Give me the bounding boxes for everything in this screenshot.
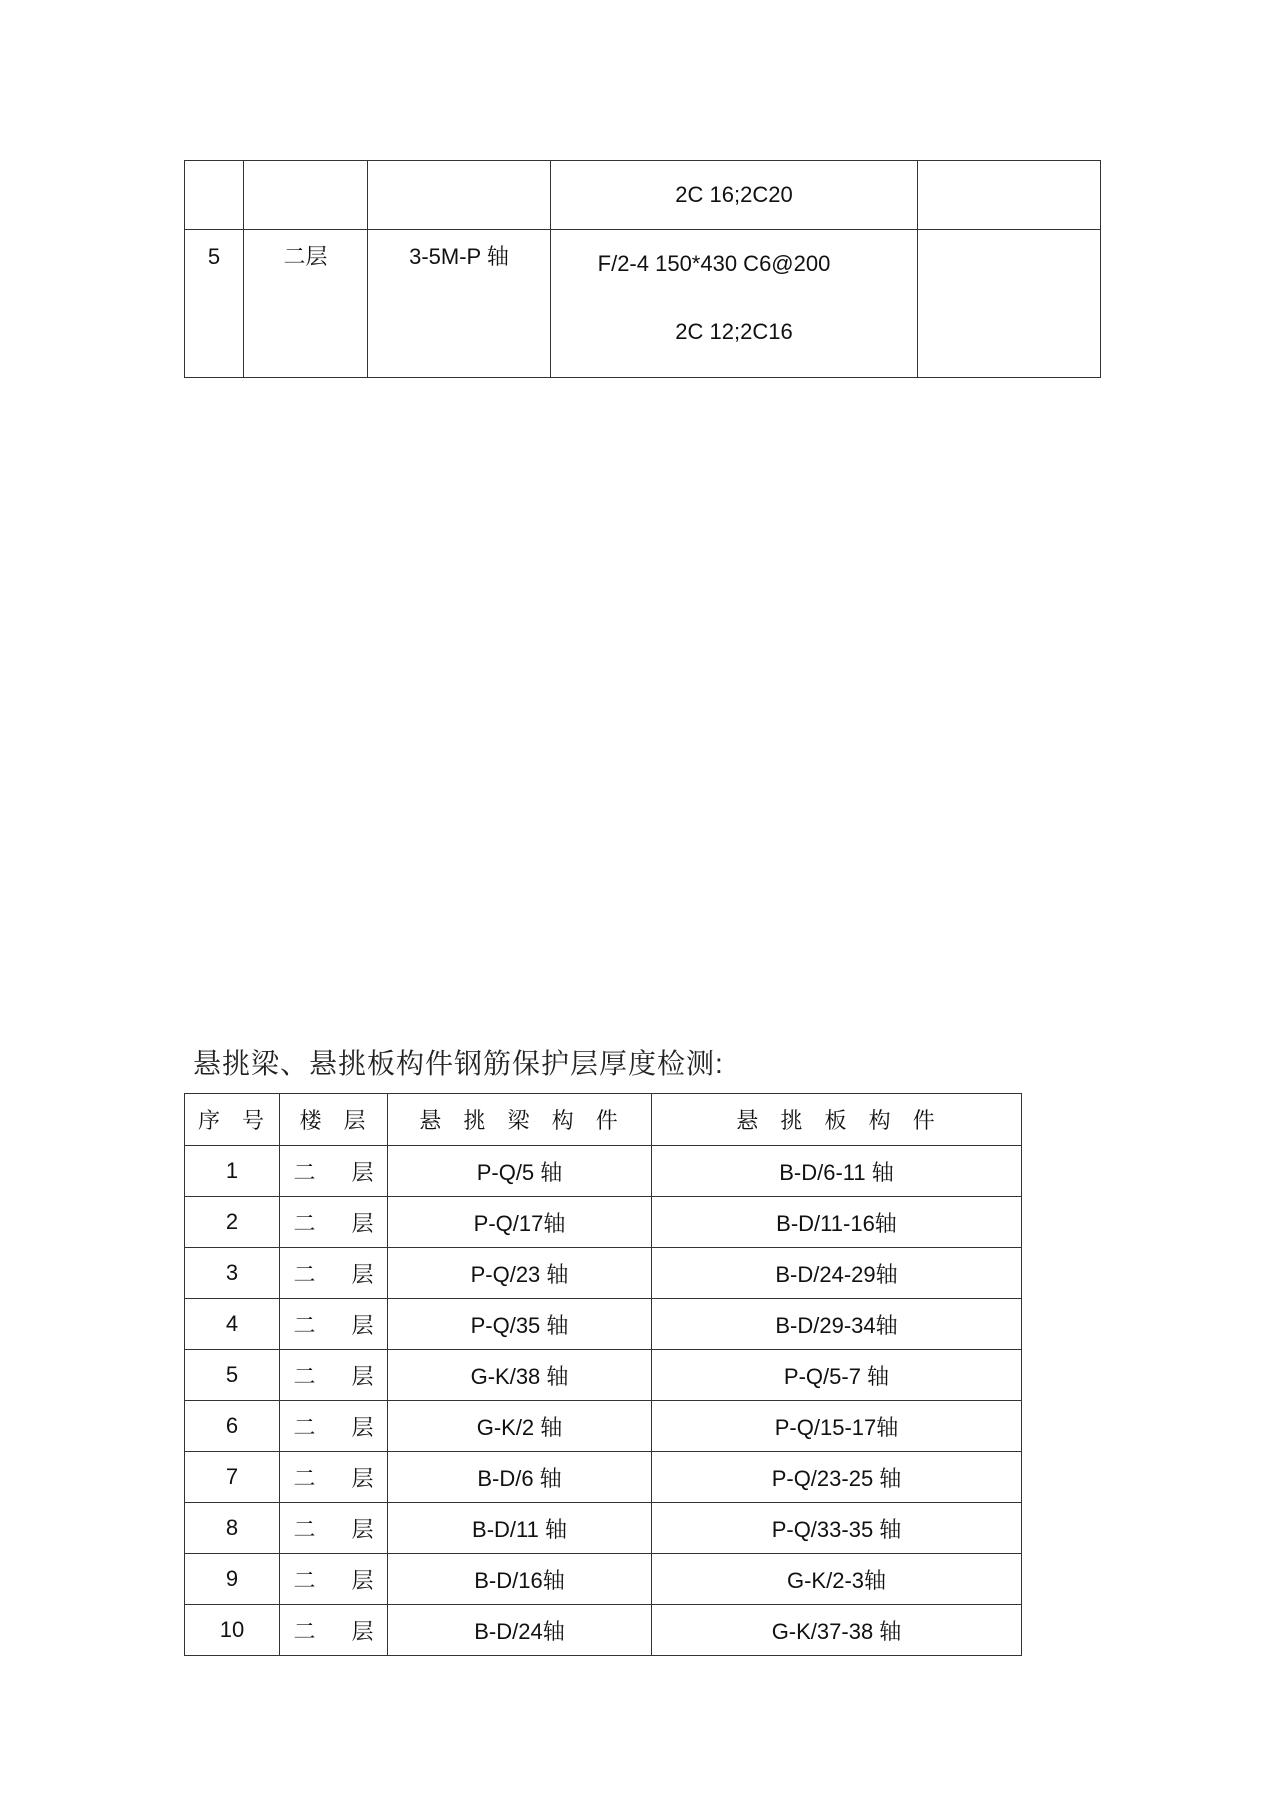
cantilever-beam-cell: P-Q/23 轴 (388, 1248, 652, 1299)
cantilever-slab-cell: B-D/6-11 轴 (652, 1146, 1022, 1197)
row-number-cell: 10 (185, 1605, 280, 1656)
floor-cell: 二 层 (280, 1248, 388, 1299)
header-row (185, 1094, 1022, 1146)
table-row (185, 161, 1101, 230)
cantilever-beam-cell: G-K/2 轴 (388, 1401, 652, 1452)
rebar-spec-cell: 2C 16;2C20 (551, 161, 918, 230)
cantilever-slab-cell: P-Q/23-25 轴 (652, 1452, 1022, 1503)
floor-cell: 二 层 (280, 1605, 388, 1656)
header-cantilever-beam: 悬 挑 梁 构 件 (388, 1094, 652, 1146)
floor-cell: 二 层 (280, 1452, 388, 1503)
rebar-spec-cell (551, 230, 918, 378)
floor-cell: 二 层 (280, 1146, 388, 1197)
table-row (185, 1299, 1022, 1350)
cantilever-beam-cell: P-Q/35 轴 (388, 1299, 652, 1350)
table-row (185, 1554, 1022, 1605)
table-header (185, 1094, 1022, 1146)
cantilever-slab-cell: G-K/2-3轴 (652, 1554, 1022, 1605)
table-row (185, 1146, 1022, 1197)
header-cantilever-slab: 悬 挑 板 构 件 (652, 1094, 1022, 1146)
table-row (185, 1248, 1022, 1299)
remark-cell (918, 230, 1101, 378)
cantilever-slab-cell: P-Q/15-17轴 (652, 1401, 1022, 1452)
cantilever-beam-cell: G-K/38 轴 (388, 1350, 652, 1401)
section-title: 悬挑梁、悬挑板构件钢筋保护层厚度检测: (193, 1048, 724, 1079)
row-number-cell: 3 (185, 1248, 280, 1299)
floor-cell: 二 层 (280, 1554, 388, 1605)
floor-cell: 二 层 (280, 1299, 388, 1350)
table-row (185, 1503, 1022, 1554)
floor-cell: 二 层 (280, 1503, 388, 1554)
row-number-cell: 5 (185, 1350, 280, 1401)
cantilever-beam-cell: B-D/16轴 (388, 1554, 652, 1605)
rebar-spec-line: 2C 12;2C16 (675, 319, 793, 344)
cover-thickness-table (184, 1093, 1022, 1656)
header-serial-number: 序 号 (185, 1094, 280, 1146)
cantilever-beam-cell: P-Q/17轴 (388, 1197, 652, 1248)
row-number-cell: 4 (185, 1299, 280, 1350)
remark-cell (918, 161, 1101, 230)
cantilever-slab-cell: P-Q/5-7 轴 (652, 1350, 1022, 1401)
row-number-cell (185, 161, 244, 230)
row-number-cell: 6 (185, 1401, 280, 1452)
row-number-cell: 2 (185, 1197, 280, 1248)
floor-cell: 二层 (244, 230, 368, 378)
floor-cell (244, 161, 368, 230)
row-number-cell: 8 (185, 1503, 280, 1554)
cantilever-slab-cell: B-D/29-34轴 (652, 1299, 1022, 1350)
rebar-spec-line: F/2-4 150*430 C6@200 (597, 251, 831, 276)
table-row (185, 1452, 1022, 1503)
row-number-cell: 1 (185, 1146, 280, 1197)
cantilever-slab-cell: P-Q/33-35 轴 (652, 1503, 1022, 1554)
floor-cell: 二 层 (280, 1197, 388, 1248)
table-row (185, 1605, 1022, 1656)
row-number-cell: 9 (185, 1554, 280, 1605)
axis-cell: 3-5M-P 轴 (368, 230, 551, 378)
row-number-cell: 7 (185, 1452, 280, 1503)
cantilever-beam-cell: B-D/24轴 (388, 1605, 652, 1656)
cover-table-body (185, 1146, 1022, 1656)
cantilever-slab-cell: B-D/24-29轴 (652, 1248, 1022, 1299)
table-row (185, 1401, 1022, 1452)
cantilever-beam-cell: B-D/11 轴 (388, 1503, 652, 1554)
table-row (185, 230, 1101, 378)
table-row (185, 1197, 1022, 1248)
row-number-cell: 5 (185, 230, 244, 378)
cantilever-beam-cell: B-D/6 轴 (388, 1452, 652, 1503)
cantilever-slab-cell: G-K/37-38 轴 (652, 1605, 1022, 1656)
floor-cell: 二 层 (280, 1350, 388, 1401)
header-floor: 楼 层 (280, 1094, 388, 1146)
cantilever-beam-cell: P-Q/5 轴 (388, 1146, 652, 1197)
floor-cell: 二 层 (280, 1401, 388, 1452)
axis-cell (368, 161, 551, 230)
cantilever-slab-cell: B-D/11-16轴 (652, 1197, 1022, 1248)
table-row (185, 1350, 1022, 1401)
rebar-continued-table (184, 160, 1101, 378)
